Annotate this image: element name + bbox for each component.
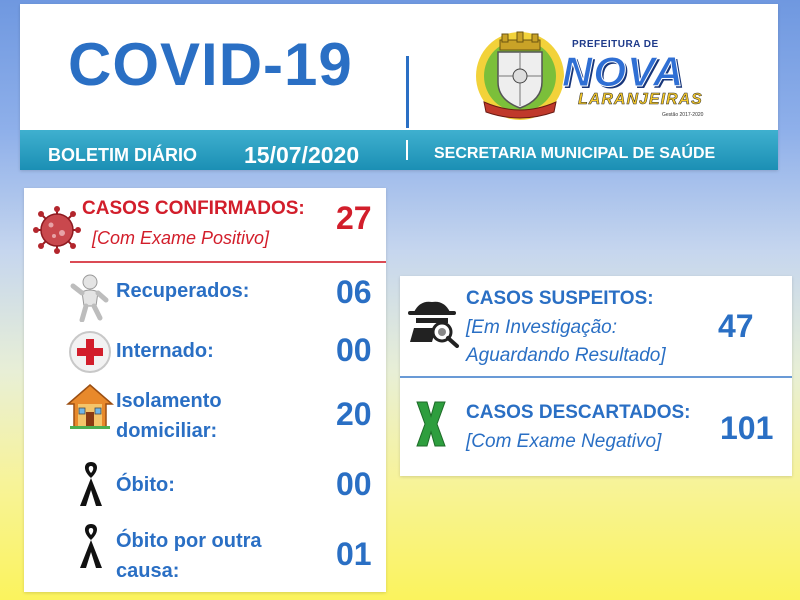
home-isolation-value: 20 xyxy=(336,396,372,432)
suspects-subtitle-line2: Aguardando Resultado] xyxy=(466,345,666,366)
panel-divider xyxy=(400,376,792,378)
logo-nova-text: NOVA xyxy=(562,48,685,95)
recovered-value: 06 xyxy=(336,274,372,310)
case-status-panel xyxy=(24,188,386,592)
other-cause-death-label-line1: Óbito por outra xyxy=(116,530,262,552)
mourning-ribbon-icon xyxy=(78,522,104,570)
confirmed-divider xyxy=(70,261,386,263)
bulletin-date: 15/07/2020 xyxy=(244,142,360,168)
logo-laranjeiras-text: LARANJEIRAS xyxy=(578,91,703,108)
confirmed-title: CASOS CONFIRMADOS: xyxy=(82,198,305,219)
page-title: COVID-19 xyxy=(68,31,353,98)
municipality-logo xyxy=(470,26,720,122)
hospitalized-value: 00 xyxy=(336,332,372,368)
recovered-person-icon xyxy=(70,274,110,322)
death-label: Óbito: xyxy=(116,474,175,496)
other-cause-death-label xyxy=(116,526,262,586)
coronavirus-icon xyxy=(33,206,81,254)
hospitalized-label: Internado: xyxy=(116,340,214,362)
mourning-ribbon-icon xyxy=(78,460,104,508)
logo-prefeitura-text: PREFEITURA DE xyxy=(572,39,659,50)
detective-icon xyxy=(406,298,460,348)
suspects-discarded-panel xyxy=(400,276,792,476)
suspects-value: 47 xyxy=(718,308,754,344)
suspects-title: CASOS SUSPEITOS: xyxy=(466,288,654,309)
home-isolation-label-line1: Isolamento xyxy=(116,390,222,412)
house-icon xyxy=(66,382,114,430)
other-cause-death-label-line2: causa: xyxy=(116,560,180,582)
discarded-subtitle: [Com Exame Negativo] xyxy=(466,431,662,452)
other-cause-death-value: 01 xyxy=(336,536,372,572)
header-card xyxy=(20,4,778,170)
logo-gestao-text: Gestão 2017-2020 xyxy=(662,112,704,118)
red-cross-icon xyxy=(68,330,112,374)
band-divider xyxy=(406,140,408,160)
confirmed-subtitle: [Com Exame Positivo] xyxy=(92,228,270,248)
discarded-title: CASOS DESCARTADOS: xyxy=(466,402,691,423)
discarded-value: 101 xyxy=(720,410,774,446)
green-x-icon xyxy=(414,400,448,448)
confirmed-value: 27 xyxy=(336,200,372,236)
suspects-subtitle-line1: [Em Investigação: xyxy=(466,317,618,338)
bulletin-band xyxy=(20,130,778,170)
death-value: 00 xyxy=(336,466,372,502)
home-isolation-label xyxy=(116,386,222,446)
suspects-subtitle xyxy=(466,314,666,370)
recovered-label: Recuperados: xyxy=(116,280,250,302)
bulletin-label: BOLETIM DIÁRIO xyxy=(48,145,197,165)
secretaria-label: SECRETARIA MUNICIPAL DE SAÚDE xyxy=(434,145,716,162)
home-isolation-label-line2: domiciliar: xyxy=(116,420,218,442)
header-divider xyxy=(406,56,409,128)
